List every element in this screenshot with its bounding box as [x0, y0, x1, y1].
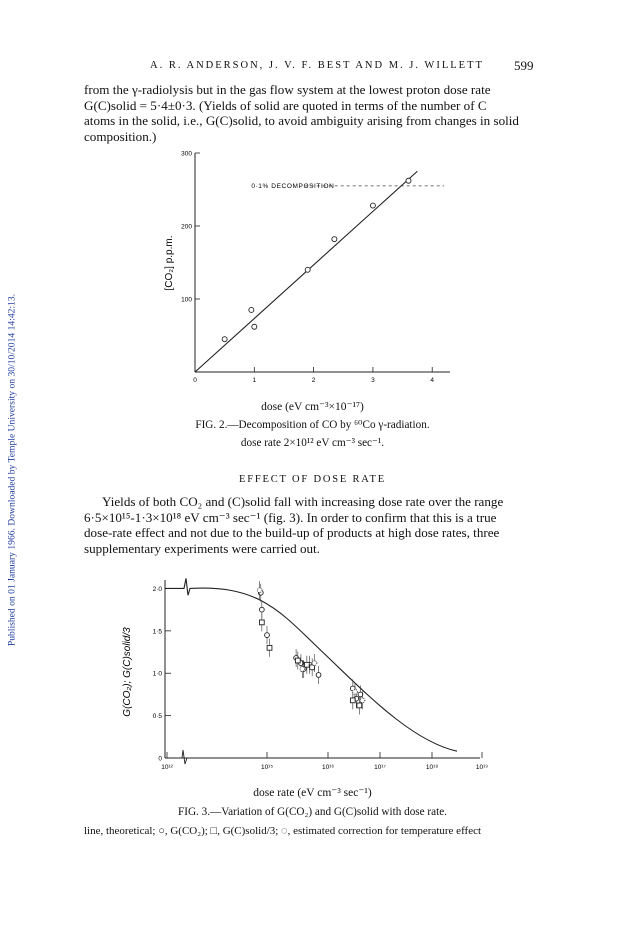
fig3-x-tick-label: 10¹⁵: [260, 764, 274, 771]
fig3-y-tick-label: 0·5: [152, 713, 162, 721]
fig3-solid-point: [267, 645, 272, 650]
fig2-data-point: [252, 324, 257, 329]
intro-line: from the γ-radiolysis but in the gas flow system at the lowest proton dose rate: [84, 82, 491, 97]
fig3-x-tick-label: 10¹⁶: [321, 764, 335, 771]
page-number: 599: [514, 58, 534, 73]
body-line: Yields of both CO₂ and (C)solid fall with increasing dose rate over the range: [102, 494, 504, 509]
fig3-x-ticks: [161, 752, 488, 771]
body-line: supplementary experiments were carried out.: [84, 540, 320, 556]
fig3-x-label: dose rate (eV cm⁻³ sec⁻¹): [253, 787, 372, 799]
fig2-x-tick-label: 1: [252, 377, 257, 384]
fig2-data-point: [222, 337, 227, 342]
fig3-correction-point: [300, 667, 305, 672]
fig2-y-tick-label: 100: [181, 296, 192, 304]
fig2-y-tick-label: 200: [181, 223, 192, 231]
running-header-authors: A. R. ANDERSON, J. V. F. BEST AND M. J. WILLETT: [150, 60, 484, 71]
fig2-x-ticks: [193, 367, 434, 384]
fig3-co2-point: [265, 633, 270, 638]
fig2-annotation: 0·1% DECOMPOSITION: [251, 182, 335, 190]
fig3-solid-point: [350, 698, 355, 703]
fig2-data-point: [332, 237, 337, 242]
fig3-y-ticks: [153, 586, 171, 763]
fig2-sub-caption: dose rate 2×10¹² eV cm⁻³ sec⁻¹.: [240, 437, 385, 449]
fig3-co2-point: [259, 607, 264, 612]
fig2-y-tick-label: 300: [181, 150, 192, 158]
intro-line: G(C)solid = 5·4±0·3. (Yields of solid are quoted in terms of the number of C: [84, 97, 487, 113]
fig3-x-tick-label: 10¹⁹: [475, 764, 489, 771]
fig2-x-tick-label: 3: [371, 377, 375, 384]
fig3-co2-point: [358, 692, 363, 697]
fig2-x-label: dose (eV cm⁻³×10⁻¹⁷): [261, 401, 364, 413]
download-side-note-text: Published on 01 January 1966. Downloaded by Temple University on 30/10/2014 14:42:13.: [6, 293, 18, 647]
fig2-y-label: [CO₂] p.p.m.: [164, 235, 175, 291]
body-line: dose-rate effect and not due to the build-up of products at high dose rates, three: [84, 525, 500, 540]
figure-2-chart: [150, 148, 470, 418]
fig2-data-point: [370, 203, 375, 208]
fig3-x-tick-label: 10¹²: [161, 764, 173, 771]
fig3-solid-point: [310, 665, 315, 670]
fig2-data-point: [249, 307, 254, 312]
fig3-points: [257, 581, 365, 714]
fig3-solid-point: [259, 620, 264, 625]
fig3-caption: FIG. 3.—Variation of G(CO₂) and G(C)solid with dose rate.: [178, 806, 447, 818]
intro-line: atoms in the solid, i.e., G(C)solid, to avoid ambiguity arising from changes in solid: [84, 113, 519, 128]
fig3-y-tick-label: 1·5: [152, 628, 162, 636]
fig3-correction-point: [353, 689, 358, 694]
fig2-caption: FIG. 2.—Decomposition of CO by ⁶⁰Co γ-radiation.: [195, 419, 430, 431]
section-heading: EFFECT OF DOSE RATE: [239, 474, 386, 485]
fig3-y-tick-label: 0: [158, 755, 162, 763]
fig2-data-point: [305, 267, 310, 272]
fig3-correction-point: [312, 661, 317, 666]
fig3-y-label: G(CO₂); G(C)solid/3: [122, 627, 133, 717]
intro-line: composition.): [84, 128, 157, 144]
intro-paragraph: [84, 82, 560, 144]
fig3-legend: line, theoretical; ○, G(CO₂); □, G(C)solid/3; ◌, estimated correction for temperature effect: [84, 825, 482, 837]
fig3-x-tick-label: 10¹⁸: [425, 764, 439, 771]
fig3-axes: [165, 580, 480, 764]
fig3-solid-point: [357, 703, 362, 708]
fig3-correction-point: [257, 588, 262, 593]
fig2-x-tick-label: 4: [430, 377, 435, 384]
fig3-y-tick-label: 1·0: [152, 670, 162, 678]
figure-3-chart: [112, 572, 502, 784]
fig2-x-tick-label: 2: [311, 377, 316, 384]
body-line: 6·5×10¹⁵-1·3×10¹⁸ eV cm⁻³ sec⁻¹ (fig. 3). In order to confirm that this is a true: [84, 509, 497, 525]
fig3-axis-break-bottom: [182, 750, 187, 764]
download-side-note: [2, 140, 22, 800]
body-paragraph: [84, 494, 560, 556]
fig3-y-tick-label: 2·0: [152, 585, 162, 593]
fig3-solid-point: [295, 658, 300, 663]
fig3-x-tick-label: 10¹⁷: [374, 764, 386, 771]
running-header: [0, 60, 625, 76]
fig2-data-point: [406, 178, 411, 183]
fig2-x-tick-label: 0: [193, 377, 197, 384]
fig2-y-ticks: [181, 151, 200, 304]
fig3-co2-point: [316, 673, 321, 678]
fig3-solid-point: [304, 662, 309, 667]
fig3-correction-point: [360, 698, 365, 703]
